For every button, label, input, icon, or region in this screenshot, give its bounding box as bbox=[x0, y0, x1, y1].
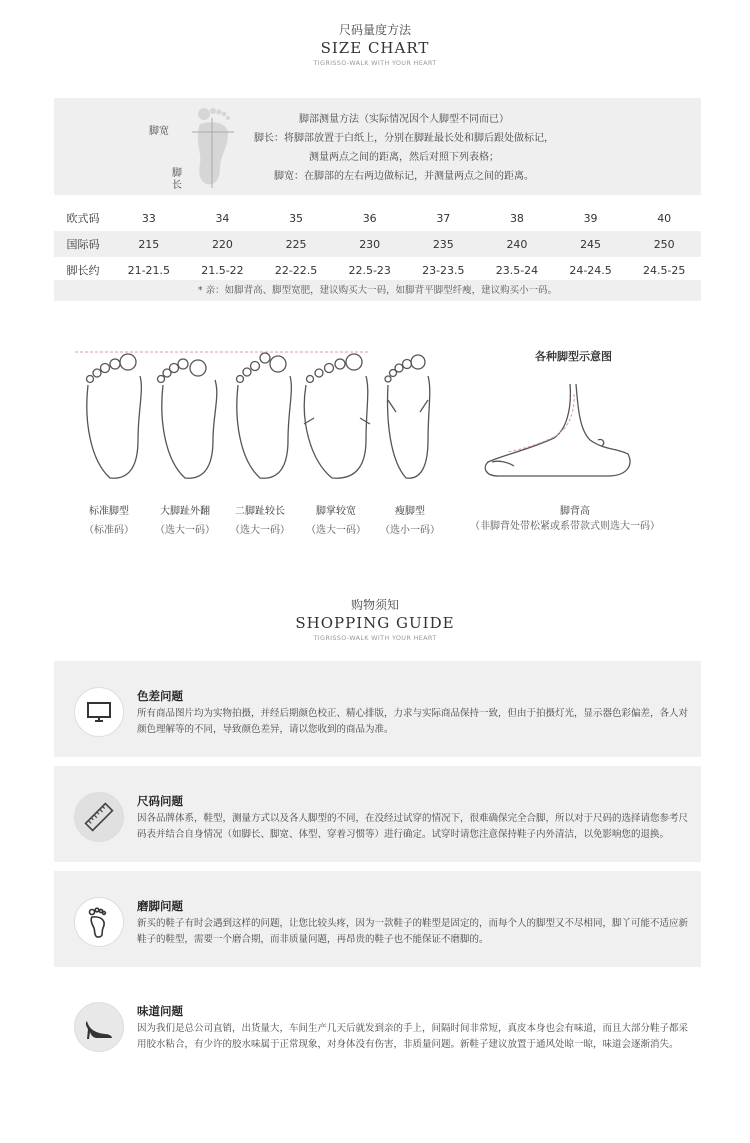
foot-type-name: 二脚趾较长 bbox=[235, 506, 285, 517]
foot-width-label: 脚宽 bbox=[149, 126, 169, 137]
high-instep-foot-icon bbox=[478, 380, 638, 485]
foot-type-advice: （选小一码） bbox=[380, 525, 440, 536]
table-cell: 40 bbox=[657, 211, 672, 225]
foot-type-advice: （选大一码） bbox=[155, 525, 215, 536]
table-cell: 34 bbox=[215, 211, 230, 225]
side-view-title: 各种脚型示意图 bbox=[535, 350, 612, 363]
table-cell: 21-21.5 bbox=[127, 263, 171, 277]
size-table bbox=[54, 205, 701, 283]
footprint-diagram-icon bbox=[182, 104, 242, 190]
row-label: 欧式码 bbox=[66, 212, 100, 225]
foot-types-illustration bbox=[70, 340, 450, 490]
guide-body: 新买的鞋子有时会遇到这样的问题，让您比较头疼，因为一款鞋子的鞋型是固定的，而每个人的脚型又不尽相同，脚丫可能不适应新鞋子的鞋型，需要一个磨合期，而非质量问题，再昂贵的鞋子也不能保证不磨脚的。 bbox=[137, 918, 689, 945]
guide-color-difference bbox=[54, 661, 701, 757]
table-cell: 22-22.5 bbox=[274, 263, 318, 277]
table-cell: 245 bbox=[554, 231, 628, 257]
foot-type-long-second-toe bbox=[223, 502, 297, 536]
foot-type-standard bbox=[72, 502, 146, 536]
guide-body: 因各品牌体系，鞋型，测量方式以及各人脚型的不同，在没经过试穿的情况下，很难确保完全合脚，所以对于尺码的选择请您参考尺码表并结合自身情况（如脚长、脚宽、体型、穿着习惯等）进行确定。试穿时请您注意保持鞋子内外清洁，以免影响您的退换。 bbox=[137, 813, 689, 840]
table-row bbox=[54, 205, 701, 231]
table-cell: 38 bbox=[509, 211, 524, 225]
guide-title: 味道问题 bbox=[137, 1004, 183, 1018]
table-cell: 235 bbox=[407, 231, 481, 257]
measure-line: 脚部测量方法（实际情况因个人脚型不同而已） bbox=[299, 114, 509, 125]
table-cell: 230 bbox=[333, 231, 407, 257]
foot-type-slim bbox=[373, 502, 447, 536]
size-chart-title-cn: 尺码量度方法 bbox=[338, 23, 411, 37]
row-label: 国际码 bbox=[54, 231, 112, 257]
shopping-guide-header bbox=[0, 596, 750, 642]
guide-title: 尺码问题 bbox=[137, 794, 183, 808]
table-cell: 24.5-25 bbox=[642, 263, 686, 277]
shopping-guide-title-en: SHOPPING GUIDE bbox=[295, 614, 455, 632]
guide-rubbing bbox=[54, 871, 701, 967]
measure-instructions-box bbox=[54, 98, 701, 195]
table-cell: 37 bbox=[436, 211, 451, 225]
guide-odor bbox=[54, 976, 701, 1072]
measure-instructions bbox=[239, 110, 569, 186]
guide-body: 因为我们是总公司直销，出货量大，车间生产几天后就发到亲的手上，间隔时间非常短，真皮本身也会有味道，而且大部分鞋子都采用胶水粘合，有少许的胶水味属于正常现象，对身体没有伤害，非质量问题。新鞋子建议放置于通风处晾一晾，味道会逐渐消失。 bbox=[137, 1023, 689, 1050]
table-cell: 215 bbox=[112, 231, 186, 257]
foot-length-label-1: 脚 bbox=[172, 168, 182, 179]
table-cell: 250 bbox=[627, 231, 701, 257]
ruler-icon bbox=[74, 792, 124, 842]
footprint-icon bbox=[74, 897, 124, 947]
table-row bbox=[54, 231, 701, 257]
foot-type-wide bbox=[299, 502, 373, 536]
table-cell: 36 bbox=[362, 211, 377, 225]
shopping-guide-title-cn: 购物须知 bbox=[350, 598, 399, 612]
guide-body: 所有商品图片均为实物拍摄，并经后期颜色校正、精心排版，力求与实际商品保持一致，但由于拍摄灯光，显示器色彩偏差，各人对颜色理解等的不同，导致颜色差异，请以您收到的商品为准。 bbox=[137, 708, 689, 735]
size-chart-tagline: TIGRISSO-WALK WITH YOUR HEART bbox=[313, 59, 437, 67]
high-heel-icon bbox=[74, 1002, 124, 1052]
table-cell: 24-24.5 bbox=[569, 263, 612, 277]
table-cell: 33 bbox=[141, 211, 156, 225]
size-advice-note: * 亲：如脚背高、脚型宽肥，建议购买大一码，如脚背平脚型纤瘦，建议购买小一码。 bbox=[54, 280, 701, 301]
size-chart-title-en: SIZE CHART bbox=[320, 39, 430, 57]
side-view-advice: （非脚背处带松紧或系带款式则选大一码） bbox=[470, 521, 660, 532]
foot-type-name: 瘦脚型 bbox=[395, 506, 425, 517]
measure-line: 脚宽：在脚部的左右两边做标记，并测量两点之间的距离。 bbox=[274, 171, 534, 182]
size-chart-header bbox=[0, 21, 750, 67]
table-cell: 35 bbox=[289, 211, 304, 225]
foot-type-advice: （选大一码） bbox=[306, 525, 366, 536]
row-label: 脚长约 bbox=[66, 264, 100, 277]
foot-type-name: 大脚趾外翻 bbox=[160, 506, 210, 517]
foot-type-name: 脚掌较宽 bbox=[316, 506, 356, 517]
guide-title: 磨脚问题 bbox=[137, 899, 183, 913]
table-cell: 39 bbox=[583, 211, 598, 225]
foot-type-advice: （选大一码） bbox=[230, 525, 290, 536]
table-cell: 220 bbox=[186, 231, 260, 257]
table-cell: 23-23.5 bbox=[422, 263, 465, 277]
table-cell: 23.5-24 bbox=[495, 263, 539, 277]
monitor-icon bbox=[74, 687, 124, 737]
guide-title: 色差问题 bbox=[137, 689, 183, 703]
guide-size bbox=[54, 766, 701, 862]
shopping-guide-tagline: TIGRISSO-WALK WITH YOUR HEART bbox=[313, 634, 437, 642]
table-cell: 22.5-23 bbox=[348, 263, 391, 277]
foot-type-name: 标准脚型 bbox=[89, 506, 129, 517]
side-view-name: 脚背高 bbox=[560, 506, 590, 517]
table-cell: 240 bbox=[480, 231, 554, 257]
measure-line: 测量两点之间的距离，然后对照下列表格； bbox=[309, 152, 499, 163]
foot-type-advice: （标准码） bbox=[84, 525, 134, 536]
measure-line: 脚长：将脚部放置于白纸上，分别在脚趾最长处和脚后跟处做标记， bbox=[254, 133, 554, 144]
table-cell: 21.5-22 bbox=[201, 263, 244, 277]
table-cell: 225 bbox=[259, 231, 333, 257]
foot-length-label-2: 长 bbox=[172, 180, 182, 191]
foot-type-bunion bbox=[148, 502, 222, 536]
